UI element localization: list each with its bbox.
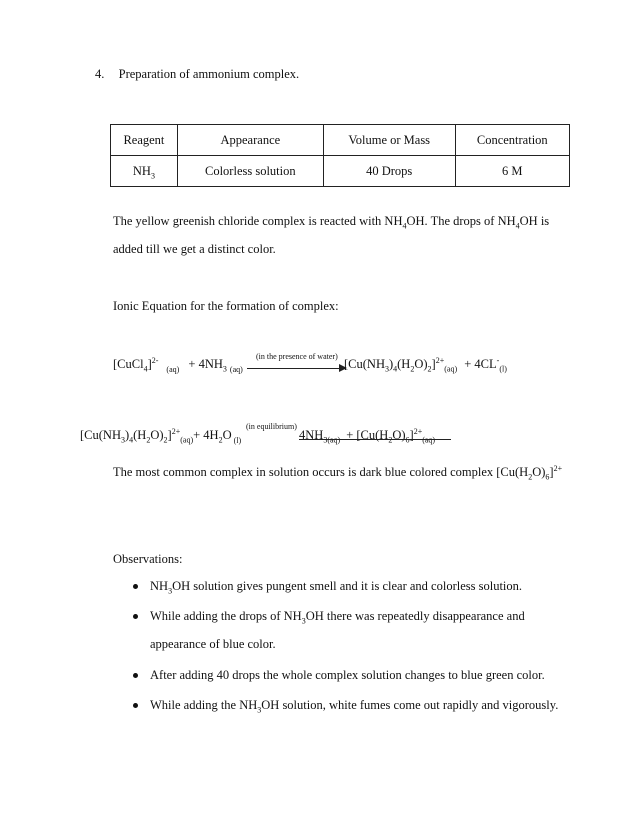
table-header-row bbox=[111, 125, 570, 156]
table-header-cell: Concentration bbox=[455, 125, 569, 156]
equation-1-condition: (in the presence of water) bbox=[256, 352, 338, 361]
reagent-cell: $NH_3$ bbox=[111, 156, 178, 187]
section-number: 4. bbox=[95, 67, 105, 81]
equation-1-rhs: $[Cu(NH_3)_4(H_2O)_2]^{2+}_{(aq)} + 4CL^-_{(l)}$ bbox=[344, 355, 507, 374]
bullet-icon bbox=[133, 673, 138, 678]
equation-2-condition: (in equilibrium) bbox=[246, 422, 297, 431]
appearance-cell: Colorless solution bbox=[177, 156, 323, 187]
equation-2-lhs: $[Cu(NH_3)_4(H_2O)_2]^{2+}_{(aq)}+ 4H_2O$ $_{(l)}$ bbox=[80, 426, 242, 445]
table-header-cell: Reagent bbox=[111, 125, 178, 156]
volume-cell: 40 Drops bbox=[323, 156, 455, 187]
table-row bbox=[111, 156, 570, 187]
equilibrium-line bbox=[299, 439, 451, 440]
reagent-table bbox=[110, 124, 570, 187]
table-header-cell: Appearance bbox=[177, 125, 323, 156]
list-item: After adding 40 drops the whole complex solution changes to blue green color. bbox=[150, 668, 545, 682]
list-item-continuation: appearance of blue color. bbox=[150, 637, 276, 651]
equation-1-lhs: [CuCl$_4$]$^{2-}_{(aq)}$ + $4NH_3$ $_{(aq)}$ bbox=[113, 355, 243, 374]
section-title: Preparation of ammonium complex. bbox=[118, 67, 300, 81]
list-item: $NH_3OH$ solution gives pungent smell and it is clear and colorless solution. bbox=[150, 579, 523, 596]
bullet-icon bbox=[133, 584, 138, 589]
observations-heading: Observations: bbox=[113, 552, 183, 566]
concentration-cell: 6 M bbox=[455, 156, 569, 187]
paragraph-line: added till we get a distinct color. bbox=[113, 242, 276, 256]
reaction-arrow bbox=[247, 368, 341, 369]
common-complex-text: The most common complex in solution occurs is dark blue colored complex $[Cu(H_2O)_6]^{2+}$ bbox=[113, 463, 563, 482]
list-item: While adding the drops of $NH_3OH$ there was repeatedly disappearance and bbox=[150, 609, 525, 626]
ionic-equation-heading: Ionic Equation for the formation of complex: bbox=[113, 299, 339, 313]
list-item: While adding the $NH_3OH$ solution, white fumes come out rapidly and vigorously. bbox=[150, 698, 559, 715]
section-heading bbox=[95, 68, 299, 81]
equation-2-rhs: $4NH_{3(aq)} + [Cu(H_2O)_6]^{2+}_{(aq)}$ bbox=[299, 426, 436, 445]
bullet-icon bbox=[133, 614, 138, 619]
paragraph-line: The yellow greenish chloride complex is reacted with $NH_4OH$. The drops of $NH_4OH$ is bbox=[113, 214, 550, 231]
bullet-icon bbox=[133, 703, 138, 708]
table-header-cell: Volume or Mass bbox=[323, 125, 455, 156]
